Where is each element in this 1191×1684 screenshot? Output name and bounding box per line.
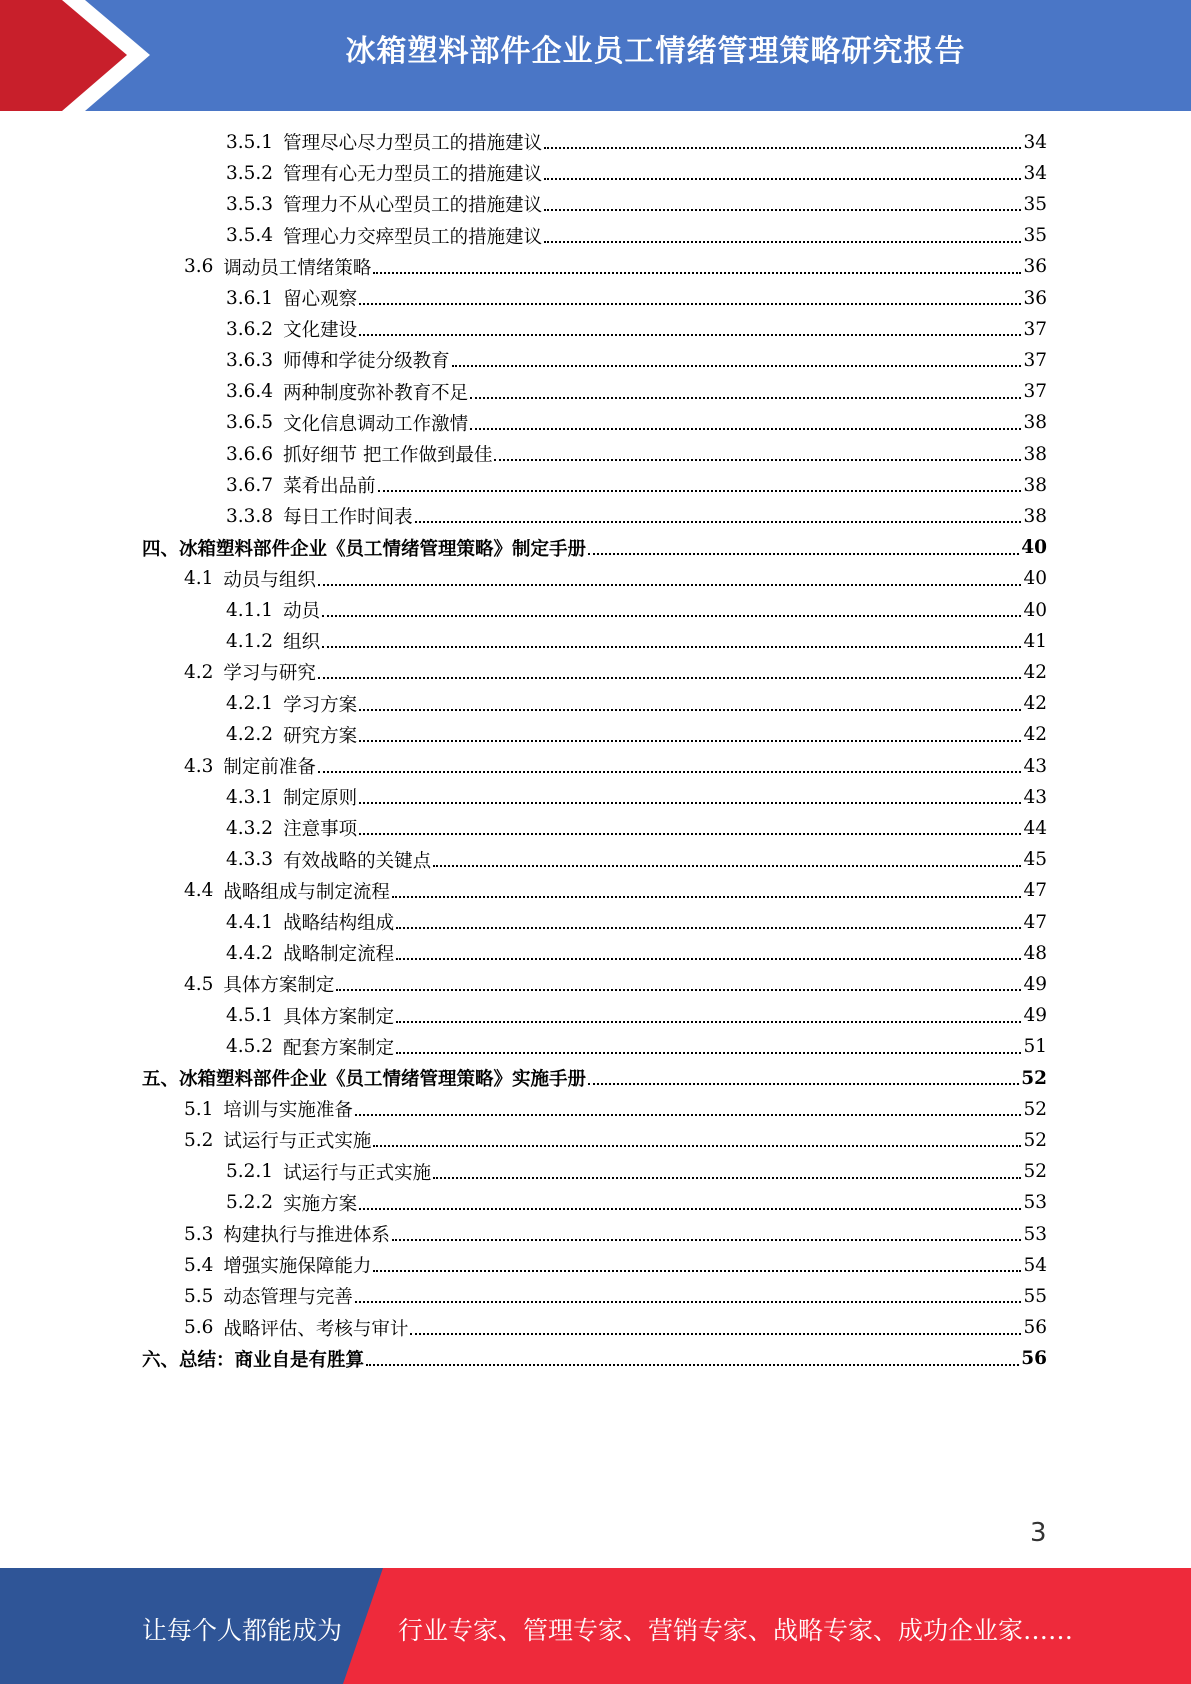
toc-dot-leader — [373, 1256, 1021, 1272]
toc-dot-leader — [415, 507, 1022, 523]
toc-dot-leader — [318, 663, 1022, 679]
toc-dot-leader — [410, 1319, 1021, 1335]
toc-entry-title: 实施方案 — [283, 1193, 358, 1215]
toc-dot-leader — [588, 539, 1019, 555]
toc-dot-leader — [359, 819, 1021, 835]
toc-entry[interactable] — [226, 127, 1047, 157]
toc-dot-leader — [433, 851, 1021, 867]
toc-dot-leader — [396, 913, 1021, 929]
toc-entry-number: 4.3.3 — [226, 849, 274, 871]
toc-entry[interactable] — [226, 221, 1047, 251]
toc-entry-number: 3.6.7 — [226, 474, 274, 496]
toc-entry-title: 管理心力交瘁型员工的措施建议 — [283, 226, 543, 248]
toc-entry-number: 4.4.1 — [226, 911, 274, 933]
toc-entry-page: 36 — [1023, 256, 1047, 278]
toc-entry-title: 构建执行与推进体系 — [223, 1225, 390, 1246]
toc-entry-title: 调动员工情绪策略 — [223, 257, 372, 279]
toc-entry[interactable] — [226, 283, 1047, 313]
toc-dot-leader — [378, 476, 1022, 492]
toc-entry-page: 37 — [1023, 349, 1047, 371]
toc-entry[interactable] — [226, 845, 1047, 875]
toc-entry-title: 抓好细节 把工作做到最佳 — [283, 445, 493, 466]
toc-entry-number: 5.1 — [184, 1098, 214, 1120]
toc-entry-title: 学习与研究 — [223, 663, 316, 685]
toc-entry-page: 56 — [1023, 1317, 1047, 1339]
toc-entry-title: 学习方案 — [283, 694, 358, 716]
toc-entry[interactable] — [226, 377, 1047, 407]
toc-entry-title: 注意事项 — [283, 819, 358, 841]
toc-entry-title: 培训与实施准备 — [223, 1100, 353, 1122]
toc-entry-page: 48 — [1023, 942, 1047, 964]
toc-entry-page: 35 — [1023, 193, 1047, 215]
toc-entry-number: 4.4 — [184, 880, 214, 902]
toc-entry[interactable] — [184, 1094, 1047, 1124]
toc-entry-title: 制定前准备 — [223, 757, 316, 778]
toc-entry[interactable] — [184, 564, 1047, 594]
toc-dot-leader — [392, 882, 1022, 898]
toc-entry-number: 4.1.1 — [226, 599, 274, 621]
toc-entry-title: 增强实施保障能力 — [223, 1256, 372, 1278]
toc-entry-page: 34 — [1023, 131, 1047, 153]
toc-dot-leader — [355, 1287, 1022, 1303]
toc-entry-page: 52 — [1023, 1161, 1047, 1183]
toc-entry[interactable] — [226, 470, 1047, 500]
toc-entry-page: 55 — [1023, 1285, 1047, 1307]
toc-entry-number: 4.3.2 — [226, 817, 274, 839]
toc-entry-title: 动员 — [283, 601, 321, 622]
toc-entry[interactable] — [226, 501, 1047, 531]
toc-entry-title: 五、冰箱塑料部件企业《员工情绪管理策略》实施手册 — [142, 1069, 587, 1090]
toc-entry[interactable] — [142, 1063, 1047, 1093]
toc-dot-leader — [544, 164, 1021, 180]
toc-entry[interactable] — [184, 1125, 1047, 1155]
toc-entry[interactable] — [226, 720, 1047, 750]
toc-entry-page: 42 — [1023, 661, 1047, 683]
toc-entry[interactable] — [226, 439, 1047, 469]
toc-dot-leader — [359, 695, 1021, 711]
toc-entry-page: 52 — [1023, 1129, 1047, 1151]
toc-entry-page: 53 — [1023, 1192, 1047, 1214]
toc-entry-page: 38 — [1023, 412, 1047, 434]
toc-entry[interactable] — [184, 1281, 1047, 1311]
toc-entry-page: 42 — [1023, 724, 1047, 746]
toc-entry-title: 战略组成与制定流程 — [223, 881, 390, 903]
report-title: 冰箱塑料部件企业员工情绪管理策略研究报告 — [345, 34, 966, 69]
toc-entry-title: 管理有心无力型员工的措施建议 — [283, 164, 543, 186]
toc-entry-number: 3.5.1 — [226, 131, 274, 153]
toc-entry[interactable] — [184, 876, 1047, 906]
toc-entry[interactable] — [226, 938, 1047, 968]
toc-entry-page: 40 — [1023, 568, 1047, 590]
toc-dot-leader — [318, 570, 1022, 586]
toc-entry-page: 38 — [1023, 443, 1047, 465]
toc-entry-title: 战略制定流程 — [283, 944, 395, 966]
toc-entry[interactable] — [226, 626, 1047, 656]
toc-entry-number: 4.2.1 — [226, 693, 274, 715]
toc-entry-title: 动态管理与完善 — [223, 1287, 353, 1309]
toc-entry[interactable] — [226, 1157, 1047, 1187]
toc-entry-title: 文化信息调动工作激情 — [283, 413, 469, 435]
toc-entry[interactable] — [142, 1344, 1047, 1374]
toc-entry-number: 4.2 — [184, 661, 214, 683]
toc-entry-title: 试运行与正式实施 — [283, 1162, 432, 1184]
toc-dot-leader — [359, 320, 1021, 336]
toc-entry[interactable] — [226, 189, 1047, 219]
toc-entry-title: 战略结构组成 — [283, 913, 395, 934]
footer-slogan-right: 行业专家、管理专家、营销专家、战略专家、成功企业家…… — [398, 1616, 1074, 1645]
toc-entry-page: 40 — [1021, 537, 1047, 559]
toc-entry-title: 管理力不从心型员工的措施建议 — [283, 195, 543, 217]
toc-entry-title: 管理尽心尽力型员工的措施建议 — [283, 133, 543, 154]
toc-dot-leader — [396, 1007, 1021, 1023]
toc-entry-page: 56 — [1021, 1348, 1047, 1370]
toc-dot-leader — [494, 445, 1021, 461]
toc-dot-leader — [544, 227, 1021, 243]
toc-dot-leader — [392, 1225, 1022, 1241]
toc-dot-leader — [322, 632, 1021, 648]
toc-entry-number: 3.3.8 — [226, 505, 274, 527]
toc-dot-leader — [396, 944, 1021, 960]
toc-entry-number: 4.4.2 — [226, 942, 274, 964]
report-header — [0, 0, 1191, 111]
toc-dot-leader — [452, 351, 1022, 367]
toc-entry-page: 49 — [1023, 1005, 1047, 1027]
toc-entry-number: 4.5 — [184, 973, 214, 995]
toc-entry-title: 文化建设 — [283, 320, 358, 342]
toc-entry[interactable] — [184, 969, 1047, 999]
toc-entry-number: 4.5.2 — [226, 1036, 274, 1058]
toc-entry[interactable] — [226, 1001, 1047, 1031]
toc-entry[interactable] — [184, 1313, 1047, 1343]
toc-entry-number: 5.2.2 — [226, 1192, 274, 1214]
toc-entry-number: 3.6.4 — [226, 381, 274, 403]
toc-entry-page: 38 — [1023, 505, 1047, 527]
toc-dot-leader — [322, 601, 1021, 617]
footer-banner — [0, 1568, 1191, 1684]
toc-entry-page: 37 — [1023, 381, 1047, 403]
toc-entry-number: 4.5.1 — [226, 1005, 274, 1027]
toc-entry-title: 试运行与正式实施 — [223, 1131, 372, 1153]
toc-dot-leader — [373, 1131, 1021, 1147]
toc-entry-page: 54 — [1023, 1254, 1047, 1276]
toc-entry-number: 5.6 — [184, 1317, 214, 1339]
toc-entry[interactable] — [226, 1188, 1047, 1218]
page-number: 3 — [1030, 1518, 1047, 1548]
toc-dot-leader — [396, 1038, 1021, 1054]
toc-entry-number: 4.3 — [184, 755, 214, 777]
toc-entry-number: 3.5.4 — [226, 225, 274, 247]
toc-entry-page: 41 — [1023, 630, 1047, 652]
toc-entry-title: 有效战略的关键点 — [283, 850, 432, 872]
toc-entry-title: 菜肴出品前 — [283, 476, 376, 498]
toc-entry-title: 战略评估、考核与审计 — [223, 1318, 409, 1340]
toc-entry-page: 43 — [1023, 755, 1047, 777]
footer-slogan-left: 让每个人都能成为 — [142, 1616, 343, 1645]
toc-entry-title: 两种制度弥补教育不足 — [283, 382, 469, 404]
toc-entry[interactable] — [184, 1219, 1047, 1249]
toc-dot-leader — [359, 289, 1021, 305]
toc-entry-number: 3.6.1 — [226, 287, 274, 309]
toc-entry-page: 45 — [1023, 849, 1047, 871]
toc-entry-number: 4.3.1 — [226, 786, 274, 808]
toc-entry-title: 具体方案制定 — [283, 1006, 395, 1028]
toc-entry-page: 47 — [1023, 911, 1047, 933]
toc-dot-leader — [359, 788, 1021, 804]
toc-entry-page: 37 — [1023, 318, 1047, 340]
toc-entry[interactable] — [184, 252, 1047, 282]
toc-dot-leader — [433, 1163, 1021, 1179]
toc-entry-page: 47 — [1023, 880, 1047, 902]
toc-entry-number: 3.5.3 — [226, 193, 274, 215]
toc-entry-page: 35 — [1023, 225, 1047, 247]
toc-entry-number: 4.1 — [184, 568, 214, 590]
toc-entry[interactable] — [184, 1250, 1047, 1280]
toc-dot-leader — [336, 975, 1021, 991]
toc-dot-leader — [588, 1069, 1019, 1085]
toc-entry-title: 配套方案制定 — [283, 1037, 395, 1059]
toc-entry-number: 5.5 — [184, 1285, 214, 1307]
toc-entry-title: 具体方案制定 — [223, 975, 335, 997]
toc-entry[interactable] — [184, 751, 1047, 781]
toc-entry-page: 42 — [1023, 693, 1047, 715]
toc-entry[interactable] — [226, 158, 1047, 188]
toc-entry-page: 40 — [1023, 599, 1047, 621]
toc-entry-number: 3.6.6 — [226, 443, 274, 465]
toc-entry[interactable] — [226, 408, 1047, 438]
toc-entry-title: 留心观察 — [283, 289, 358, 310]
toc-entry-page: 38 — [1023, 474, 1047, 496]
toc-entry-page: 49 — [1023, 973, 1047, 995]
toc-entry-title: 动员与组织 — [223, 569, 316, 591]
toc-dot-leader — [355, 1100, 1022, 1116]
toc-dot-leader — [373, 258, 1021, 274]
toc-entry-number: 4.2.2 — [226, 724, 274, 746]
toc-entry[interactable] — [226, 782, 1047, 812]
toc-entry-title: 制定原则 — [283, 788, 358, 810]
toc-entry-page: 44 — [1023, 817, 1047, 839]
toc-entry-title: 六、总结：商业自是有胜算 — [142, 1349, 365, 1371]
toc-entry-title: 组织 — [283, 632, 321, 654]
toc-entry[interactable] — [226, 314, 1047, 344]
toc-entry-number: 5.4 — [184, 1254, 214, 1276]
toc-entry-number: 4.1.2 — [226, 630, 274, 652]
toc-dot-leader — [470, 414, 1021, 430]
toc-entry-page: 43 — [1023, 786, 1047, 808]
toc-entry-title: 四、冰箱塑料部件企业《员工情绪管理策略》制定手册 — [142, 538, 587, 560]
toc-entry-title: 师傅和学徒分级教育 — [283, 351, 450, 373]
toc-dot-leader — [544, 133, 1021, 149]
toc-dot-leader — [366, 1350, 1019, 1366]
toc-entry-page: 51 — [1023, 1036, 1047, 1058]
toc-entry-number: 5.3 — [184, 1223, 214, 1245]
toc-entry-page: 53 — [1023, 1223, 1047, 1245]
toc-dot-leader — [359, 1194, 1021, 1210]
toc-entry-page: 52 — [1023, 1098, 1047, 1120]
toc-entry-title: 研究方案 — [283, 725, 358, 747]
toc-entry[interactable] — [184, 657, 1047, 687]
toc-dot-leader — [470, 383, 1021, 399]
toc-entry-number: 3.6 — [184, 256, 214, 278]
toc-entry-page: 36 — [1023, 287, 1047, 309]
toc-entry-number: 3.6.3 — [226, 349, 274, 371]
toc-dot-leader — [318, 757, 1022, 773]
toc-entry-number: 5.2.1 — [226, 1161, 274, 1183]
toc-entry-page: 52 — [1021, 1067, 1047, 1089]
toc-entry[interactable] — [226, 689, 1047, 719]
toc-dot-leader — [359, 726, 1021, 742]
toc-entry[interactable] — [226, 1032, 1047, 1062]
toc-dot-leader — [544, 195, 1021, 211]
toc-entry-number: 3.6.2 — [226, 318, 274, 340]
toc-entry-number: 5.2 — [184, 1129, 214, 1151]
toc-entry[interactable] — [226, 595, 1047, 625]
toc-entry[interactable] — [142, 533, 1047, 563]
toc-entry[interactable] — [226, 907, 1047, 937]
toc-entry[interactable] — [226, 345, 1047, 375]
toc-entry-title: 每日工作时间表 — [283, 507, 413, 529]
toc-entry-number: 3.6.5 — [226, 412, 274, 434]
toc-entry-number: 3.5.2 — [226, 162, 274, 184]
toc-entry[interactable] — [226, 813, 1047, 843]
toc-entry-page: 34 — [1023, 162, 1047, 184]
